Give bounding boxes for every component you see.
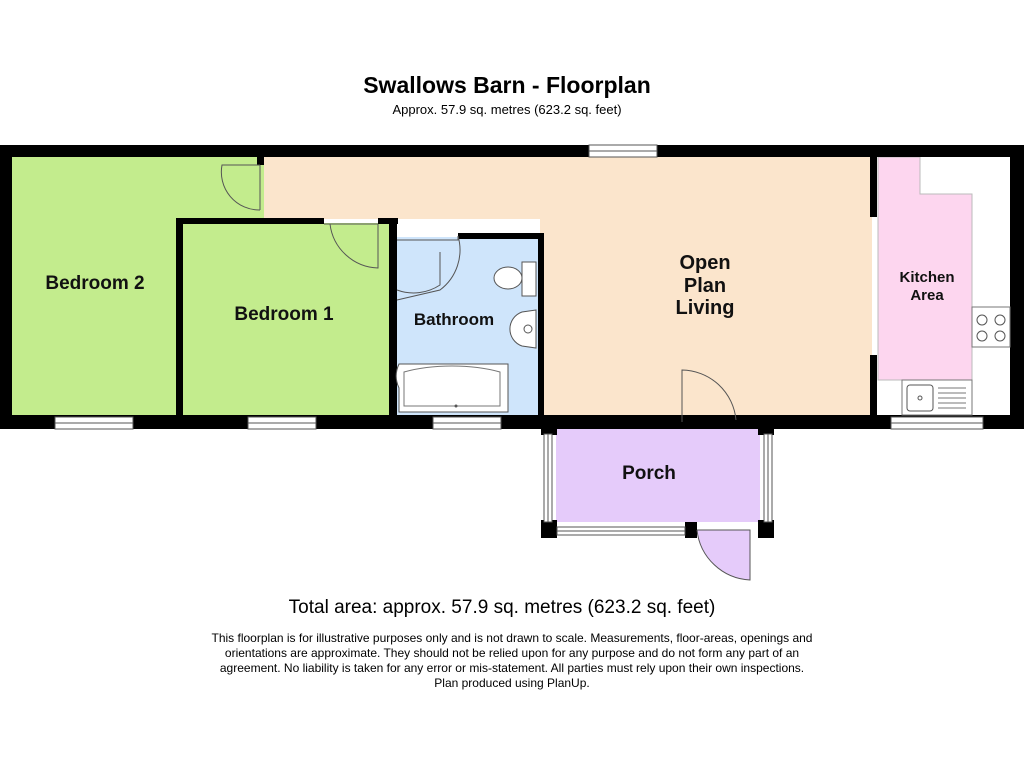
- bedroom-2-wall-stub: [257, 157, 264, 165]
- porch-corner-left: [541, 520, 557, 538]
- label-porch: Porch: [622, 463, 676, 484]
- disclaimer-line: agreement. No liability is taken for any error or mis-statement. All parties must rely upon their own inspections.: [219, 661, 805, 675]
- hob-icon: [972, 307, 1010, 347]
- bedroom-1-wall-top-a: [176, 218, 324, 224]
- outer-wall-right: [1010, 145, 1024, 429]
- plan-title: Swallows Barn - Floorplan: [363, 72, 651, 98]
- bedroom-1-wall-left: [176, 218, 183, 418]
- plan-subtitle: Approx. 57.9 sq. metres (623.2 sq. feet): [392, 102, 622, 117]
- window-top: [589, 145, 657, 157]
- window-bedroom-1: [248, 417, 316, 429]
- label-living-line-2: Plan: [683, 275, 727, 297]
- porch-wall-bottom-stub: [685, 522, 697, 538]
- bathtub-icon: [396, 364, 508, 412]
- bathroom-wall-right: [538, 233, 544, 418]
- total-area: Total area: approx. 57.9 sq. metres (623.2 sq. feet): [288, 597, 716, 618]
- porch-corner-right: [758, 520, 774, 538]
- kitchen-wall-upper: [870, 157, 877, 217]
- window-bedroom-2: [55, 417, 133, 429]
- bathroom-wall-top: [458, 233, 544, 239]
- label-bedroom-1: Bedroom 1: [234, 304, 334, 325]
- outer-wall-left: [0, 145, 12, 429]
- disclaimer: [170, 631, 854, 691]
- window-kitchen: [891, 417, 983, 429]
- door-porch-exterior: [697, 530, 750, 580]
- disclaimer-line: This floorplan is for illustrative purposes only and is not drawn to scale. Measurements, floor-areas, openings and: [211, 631, 813, 645]
- label-kitchen-line-2: Area: [910, 287, 944, 304]
- outer-wall-bottom: [0, 415, 1024, 429]
- outer-wall-top: [0, 145, 1024, 157]
- label-living-line-3: Living: [675, 297, 735, 319]
- kitchen-sink-icon: [902, 380, 972, 415]
- label-kitchen-line-1: Kitchen: [899, 269, 955, 286]
- disclaimer-line: orientations are approximate. They should not be relied upon for any purpose and do not form any part of an: [224, 646, 800, 660]
- label-bedroom-2: Bedroom 2: [45, 273, 145, 294]
- label-bathroom: Bathroom: [413, 310, 495, 329]
- label-living-line-1: Open: [679, 252, 731, 274]
- disclaimer-line: Plan produced using PlanUp.: [434, 676, 590, 690]
- kitchen-wall-lower: [870, 355, 877, 417]
- bathroom-wall-left: [389, 218, 397, 418]
- window-bathroom: [433, 417, 501, 429]
